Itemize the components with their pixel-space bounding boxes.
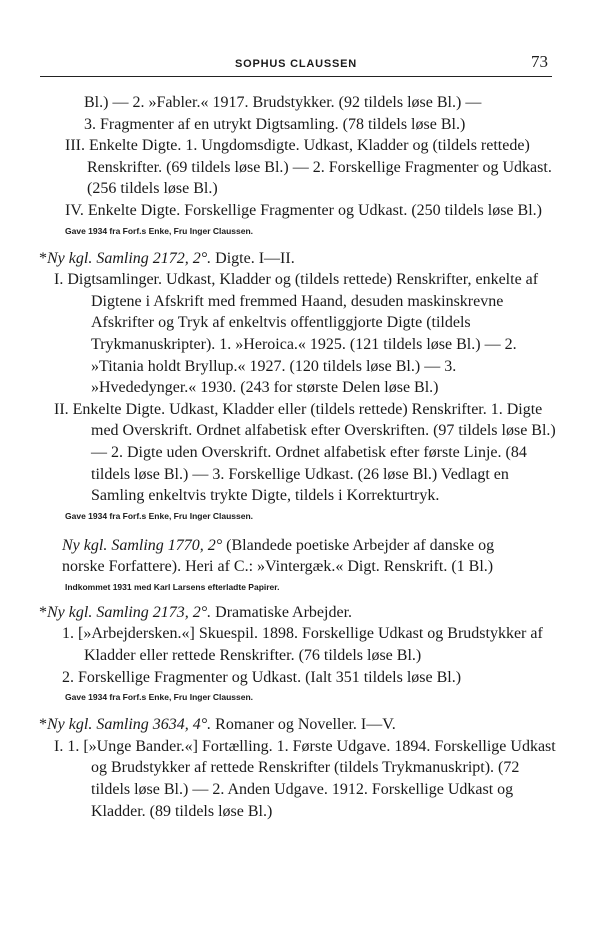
entry-title: (Blandede poetiske Arbejder af danske og norske Forfattere). Heri af C.: »Vintergæk.« Digt. Renskrift. (1 Bl.) bbox=[62, 536, 495, 576]
item-text: [»Arbejdersken.«] Skuespil. 1898. Forskellige Udkast og Brudstykker af Kladder eller rettede Renskrifter. (76 tildels løse Bl.) bbox=[78, 625, 543, 665]
entry-heading-3634 bbox=[0, 714, 521, 736]
item-text: Forskellige Fragmenter og Udkast. (Ialt 351 tildels løse Bl.) bbox=[78, 668, 462, 686]
provenance-note: Gave 1934 fra Forf.s Enke, Fru Inger Claussen. bbox=[65, 510, 254, 521]
section-IV bbox=[0, 200, 557, 222]
entry-heading-1770 bbox=[0, 535, 536, 578]
section-number: I. 1. bbox=[54, 737, 80, 755]
section-II bbox=[0, 399, 561, 507]
section-number: IV. bbox=[65, 201, 84, 219]
continuation-line-2: 3. Fragmenter af en utrykt Digtsamling. (78 tildels løse Bl.) bbox=[84, 115, 466, 133]
shelfmark: Ny kgl. Samling 1770, 2° bbox=[62, 536, 223, 554]
provenance-note: Indkommet 1931 med Karl Larsens efterladte Papirer. bbox=[65, 581, 280, 592]
shelfmark: Ny kgl. Samling 2172, 2°. bbox=[47, 249, 212, 267]
item-1 bbox=[0, 623, 554, 666]
provenance-note: Gave 1934 fra Forf.s Enke, Fru Inger Claussen. bbox=[65, 225, 254, 236]
section-text: Enkelte Digte. Forskellige Fragmenter og Udkast. (250 tildels løse Bl.) bbox=[87, 201, 542, 219]
entry-title: Digte. I—II. bbox=[211, 249, 295, 267]
item-number: 1. bbox=[62, 625, 74, 643]
continuation-line-1: Bl.) — 2. »Fabler.« 1917. Brudstykker. (92 tildels løse Bl.) — bbox=[84, 94, 482, 111]
provenance-note: Gave 1934 fra Forf.s Enke, Fru Inger Claussen. bbox=[65, 692, 254, 703]
shelfmark: Ny kgl. Samling 3634, 4°. bbox=[47, 716, 212, 734]
section-number: I. bbox=[54, 271, 64, 289]
section-text: Enkelte Digte. Udkast, Kladder eller (tildels rettede) Renskrifter. 1. Digte med Overskrift. Ordnet alfabetisk efter Overskriften. (97 tildels løse Bl.) — 2. Digte uden Overskrift. Ordnet alfabetisk efter første Linje. (84 tildels løse Bl.) — 3. Forskellige Udkast. (26 løse Bl.) Vedlagt en Samling enkeltvis trykte Digte, tildels i Korrekturtryk. bbox=[72, 400, 556, 505]
asterisk-mark: * bbox=[39, 603, 47, 621]
section-III bbox=[0, 135, 557, 200]
item-number: 2. bbox=[62, 668, 74, 686]
section-text: [»Unge Bander.«] Fortælling. 1. Første Udgave. 1894. Forskellige Udkast og Brudstykker af rettede Renskrifter (tildels Trykmanuskript). (72 tildels løse Bl.) — 2. Anden Udgave. 1912. Forskellige Udkast og Kladder. (89 tildels løse Bl.) bbox=[83, 737, 556, 820]
section-I bbox=[0, 269, 561, 399]
section-number: III. bbox=[65, 137, 85, 155]
entry-title: Romaner og Noveller. I—V. bbox=[211, 716, 396, 734]
shelfmark: Ny kgl. Samling 2173, 2°. bbox=[47, 603, 212, 621]
section-text: Digtsamlinger. Udkast, Kladder og (tildels rettede) Renskrifter, enkelte af Digtene i Afskrift med fremmed Haand, desuden maskinskrevne Afskrifter og Tryk af enkeltvis offentliggjorte Digte (tildels Trykmanuskripter). 1. »Heroica.« 1925. (121 tildels løse Bl.) — 2. »Titania holdt Bryllup.« 1927. (120 tildels løse Bl.) — 3. »Hvededynger.« 1930. (243 for største Delen løse Bl.) bbox=[67, 271, 539, 397]
entry-heading-2173 bbox=[0, 602, 521, 624]
running-title: SOPHUS CLAUSSEN bbox=[234, 58, 358, 70]
item-2 bbox=[0, 667, 554, 689]
asterisk-mark: * bbox=[39, 716, 47, 734]
entry-title: Dramatiske Arbejder. bbox=[211, 603, 353, 621]
section-text: Enkelte Digte. 1. Ungdomsdigte. Udkast, Kladder og (tildels rettede) Renskrifter. (69 tildels løse Bl.) — 2. Forskellige Fragmenter og Udkast. (256 tildels løse Bl.) bbox=[87, 137, 552, 198]
section-number: II. bbox=[54, 400, 69, 418]
page-body bbox=[0, 92, 600, 822]
running-header bbox=[40, 52, 552, 77]
page-number: 73 bbox=[531, 52, 548, 71]
asterisk-mark: * bbox=[39, 249, 47, 267]
entry-heading-2172 bbox=[0, 248, 521, 270]
section-I bbox=[0, 736, 561, 822]
